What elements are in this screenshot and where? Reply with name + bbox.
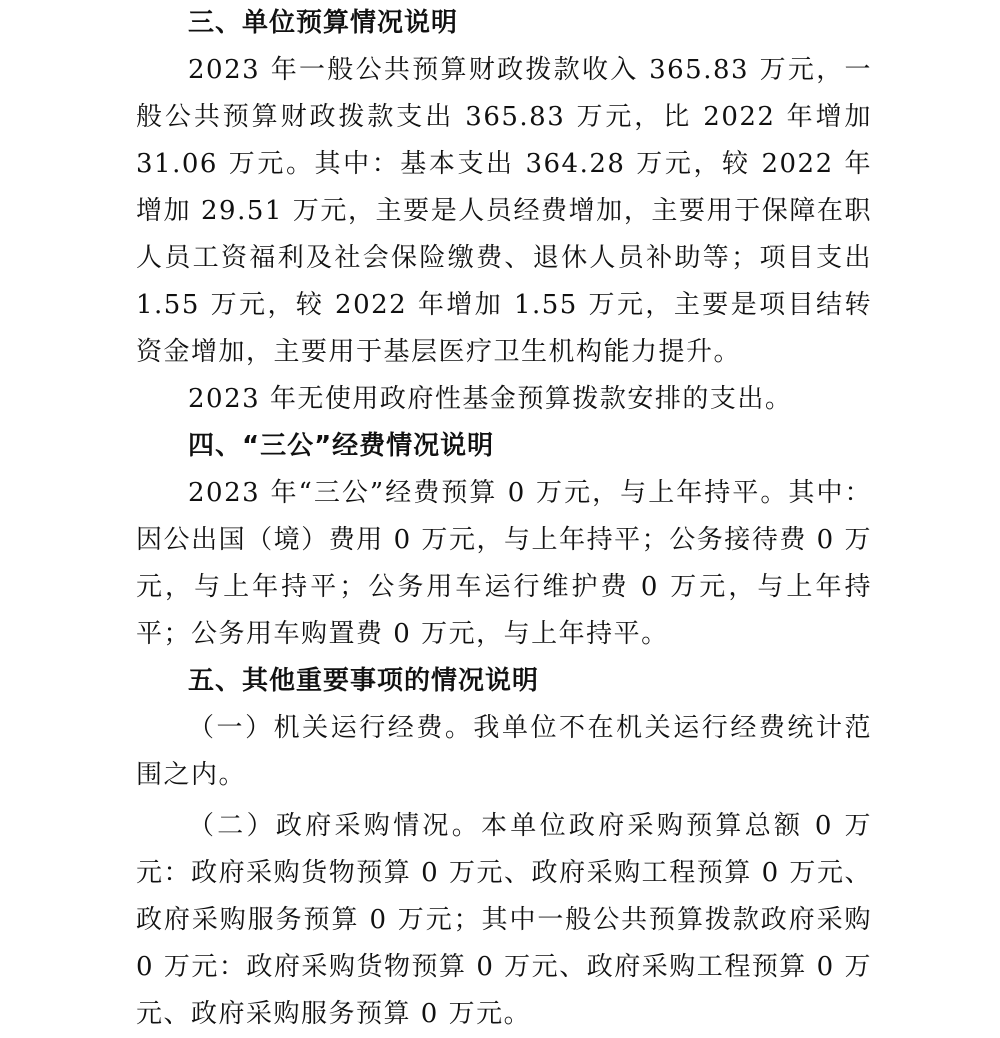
paragraph-agency-operating-expenses: （一）机关运行经费。我单位不在机关运行经费统计范围之内。 xyxy=(136,713,872,790)
document-page xyxy=(136,0,872,1038)
paragraph-government-procurement: （二）政府采购情况。本单位政府采购预算总额 0 万元：政府采购货物预算 0 万元、政府采购工程预算 0 万元、政府采购服务预算 0 万元；其中一般公共预算拨款政府采购 0 万元：政府采购货物预算 0 万元、政府采购工程预算 0 万元、政府采购服务预算 0 万元。 xyxy=(136,811,872,1029)
paragraph-three-public-expenses: 2023 年“三公”经费预算 0 万元，与上年持平。其中：因公出国（境）费用 0 万元，与上年持平；公务接待费 0 万元，与上年持平；公务用车运行维护费 0 万元，与上年持平；公务用车购置费 0 万元，与上年持平。 xyxy=(136,478,872,649)
section-heading-budget: 三、单位预算情况说明 xyxy=(188,8,459,38)
paragraph-government-fund: 2023 年无使用政府性基金预算拨款安排的支出。 xyxy=(188,384,793,414)
paragraph-budget-income-expenditure: 2023 年一般公共预算财政拨款收入 365.83 万元，一般公共预算财政拨款支出 365.83 万元，比 2022 年增加 31.06 万元。其中：基本支出 364.28 万元，较 2022 年增加 29.51 万元，主要是人员经费增加，主要用于保障在职人员工资福利及社会保险缴费、退休人员补助等；项目支出 1.55 万元，较 2022 年增加 1.55 万元，主要是项目结转资金增加，主要用于基层医疗卫生机构能力提升。 xyxy=(136,55,872,367)
section-heading-three-public: 四、“三公”经费情况说明 xyxy=(188,431,495,461)
section-heading-other-matters: 五、其他重要事项的情况说明 xyxy=(188,666,540,696)
